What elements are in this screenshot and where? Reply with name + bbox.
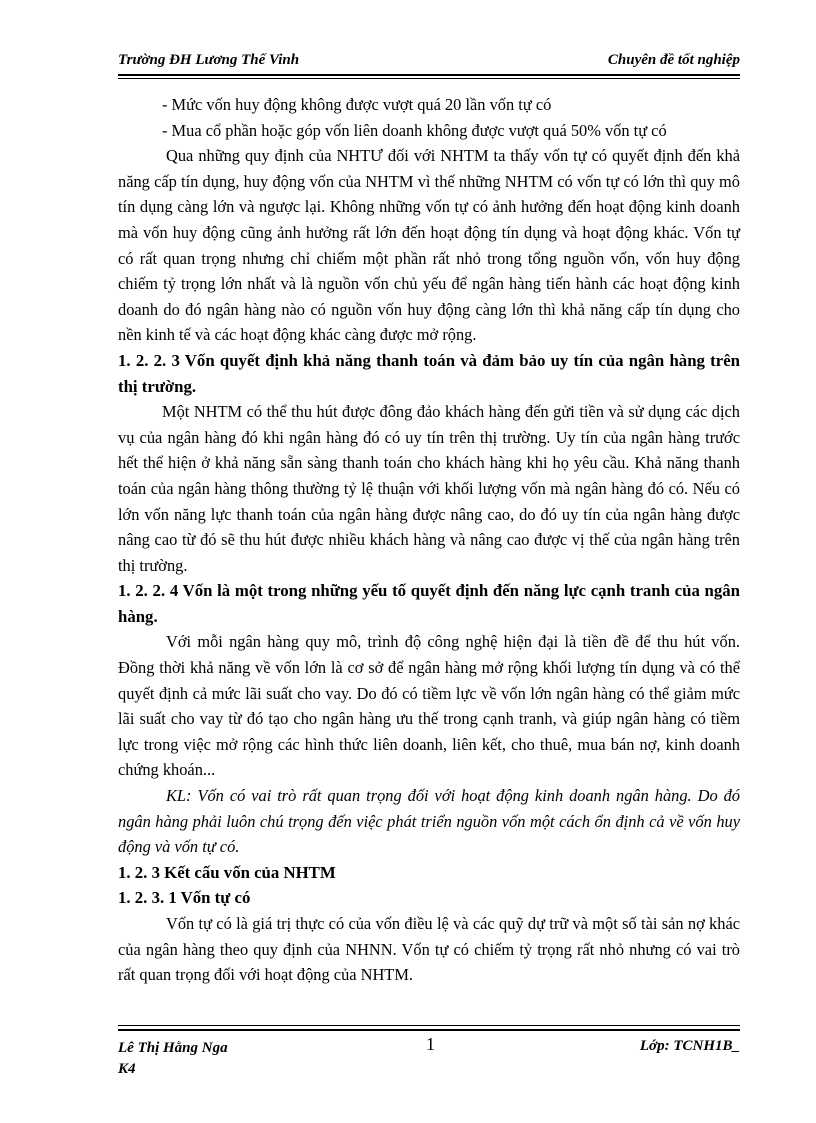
footer-class: Lớp: TCNH1B_ [639,1038,740,1054]
page-footer [118,1034,740,1084]
section-heading: 1. 2. 2. 3 Vốn quyết định khả năng thanh toán và đảm bảo uy tín của ngân hàng trên thị trường. [118,350,740,396]
header-rule-thick [118,74,740,76]
header-school: Trường ĐH Lương Thế Vinh [118,52,300,68]
paragraph: Qua những quy định của NHTƯ đối với NHTM ta thấy vốn tự có quyết định đến khả năng cấp tín dụng, huy động vốn của NHTM vì thế những NHTM có vốn tự có lớn thì quy mô tín dụng càng lớn và ngược lại. Không những vốn tự có ảnh hưởng đến hoạt động kinh doanh mà vốn huy động cũng ảnh hưởng rất lớn đến hoạt động tín dụng và hoạt động khác. Vốn tự có rất quan trọng nhưng chỉ chiếm một phần rất nhỏ trong tổng nguồn vốn, vốn huy động chiếm tỷ trọng lớn nhất và là nguồn vốn chủ yếu để ngân hàng tiến hành các hoạt động kinh doanh do đó ngân hàng nào có nguồn vốn huy động càng lớn thì khả năng cấp tín dụng cho nền kinh tế và các hoạt động khác càng được mở rộng. [118,146,740,345]
footer-rule-thin [118,1025,740,1026]
author-cohort: K4 [118,1061,136,1077]
page-header [118,50,740,74]
author-name: Lê Thị Hằng Nga [118,1040,228,1056]
paragraph: Vốn tự có là giá trị thực có của vốn điều lệ và các quỹ dự trữ và một số tài sản nợ khác của ngân hàng theo quy định của NHNN. Vốn tự có chiếm tỷ trọng rất nhỏ nhưng có vai trò rất quan trọng đối với hoạt động của NHTM. [118,914,740,985]
paragraph: Với mỗi ngân hàng quy mô, trình độ công nghệ hiện đại là tiền đề để thu hút vốn. Đồng thời khả năng về vốn lớn là cơ sở để ngân hàng mở rộng khối lượng tín dụng và có thể quyết định cả mức lãi suất cho vay. Do đó có tiềm lực về vốn lớn ngân hàng có thể giảm mức lãi suất cho vay từ đó tạo cho ngân hàng ưu thế trong cạnh tranh, và giúp ngân hàng có tiềm lực trong việc mở rộng các hình thức liên doanh, liên kết, cho thuê, mua bán nợ, kinh doanh chứng khoán... [118,632,740,780]
header-doc-type: Chuyên đề tốt nghiệp [607,52,740,68]
subsection-heading: 1. 2. 3. 1 Vốn tự có [118,888,251,908]
footer-author [118,1038,228,1080]
bullet-item: - Mức vốn huy động không được vượt quá 20 lần vốn tự có [162,95,552,114]
paragraph: Một NHTM có thể thu hút được đông đảo khách hàng đến gửi tiền và sử dụng các dịch vụ của ngân hàng đó khi ngân hàng đó có uy tín trên thị trường. Uy tín của ngân hàng trước hết thể hiện ở khả năng sẵn sàng thanh toán cho khách hàng khi họ yêu cầu. Khả năng thanh toán của ngân hàng thông thường tỷ lệ thuận với khối lượng vốn mà ngân hàng đó có. Nếu có lớn vốn năng lực thanh toán của ngân hàng được nâng cao, do đó uy tín của ngân hàng được nâng cao từ đó sẽ thu hút được nhiều khách hàng và nâng cao được vị thế của ngân hàng trên thị trường. [118,402,740,575]
page-number: 1 [426,1034,435,1054]
document-body [118,92,740,988]
header-rule-thin [118,78,740,79]
footer-rule-thick [118,1029,740,1031]
section-heading: 1. 2. 3 Kết cấu vốn của NHTM [118,862,336,882]
section-heading: 1. 2. 2. 4 Vốn là một trong những yếu tố quyết định đến năng lực cạnh tranh của ngân hàng. [118,581,740,626]
bullet-item: - Mua cổ phần hoặc góp vốn liên doanh không được vượt quá 50% vốn tự có [162,120,667,140]
conclusion-paragraph: KL: Vốn có vai trò rất quan trọng đối với hoạt động kinh doanh ngân hàng. Do đó ngân hàng phải luôn chú trọng đến việc phát triển nguồn vốn một cách ổn định cả về vốn huy động và vốn tự có. [118,786,740,857]
